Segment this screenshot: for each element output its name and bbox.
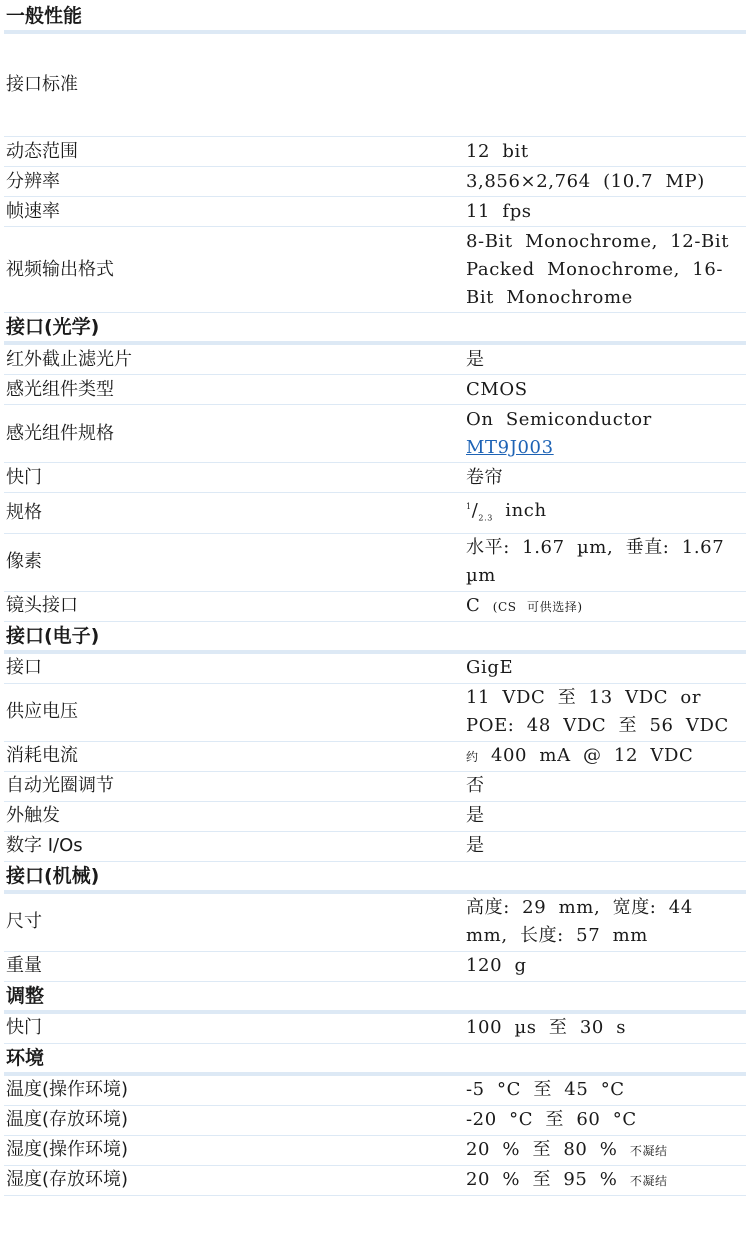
- table-row: [4, 493, 746, 534]
- table-row: [4, 533, 746, 591]
- spec-label: 规格: [4, 493, 464, 534]
- table-row: [4, 405, 746, 463]
- section-title-optical: 接口(光学): [4, 313, 746, 345]
- spec-label: 红外截止滤光片: [4, 345, 464, 375]
- spec-value-cell: [464, 591, 746, 621]
- spec-value-cell: [464, 405, 746, 463]
- spec-label: 外触发: [4, 801, 464, 831]
- spec-table-environment: [4, 1076, 746, 1196]
- spec-label: 视频输出格式: [4, 227, 464, 313]
- spec-value-cell: [464, 1135, 746, 1165]
- spec-value-cell: [464, 493, 746, 534]
- spec-table-electrical: [4, 654, 746, 862]
- table-row: [4, 591, 746, 621]
- spec-value: 20 % 至 80 %: [466, 1138, 618, 1160]
- table-row: [4, 227, 746, 313]
- spec-label: 动态范围: [4, 137, 464, 167]
- spec-value: CMOS: [464, 375, 746, 405]
- spec-value: 高度: 29 mm, 宽度: 44 mm, 长度: 57 mm: [464, 894, 746, 952]
- spec-label: 感光组件类型: [4, 375, 464, 405]
- section-title-mechanical: 接口(机械): [4, 862, 746, 894]
- table-row: [4, 1076, 746, 1106]
- table-row: [4, 831, 746, 861]
- spec-value: -20 °C 至 60 °C: [464, 1105, 746, 1135]
- spec-value-cell: [464, 741, 746, 771]
- spec-value: 120 g: [464, 951, 746, 981]
- spec-value: 20 % 至 95 %: [466, 1168, 618, 1190]
- spec-label: 接口标准: [4, 34, 464, 137]
- section-title-electrical: 接口(电子): [4, 622, 746, 654]
- spec-value: 12 bit: [464, 137, 746, 167]
- section-title-general: 一般性能: [4, 2, 746, 34]
- spec-value: 100 µs 至 30 s: [464, 1014, 746, 1044]
- spec-label: 温度(操作环境): [4, 1076, 464, 1106]
- spec-label: 湿度(操作环境): [4, 1135, 464, 1165]
- spec-sheet: [0, 2, 750, 1196]
- fraction: $^1/_{2.3}$: [466, 500, 493, 523]
- spec-label: 帧速率: [4, 197, 464, 227]
- spec-label: 自动光圈调节: [4, 771, 464, 801]
- spec-label: 分辨率: [4, 167, 464, 197]
- spec-note: (CS 可供选择): [492, 599, 583, 614]
- spec-value: 否: [464, 771, 746, 801]
- spec-value-cell: [464, 1165, 746, 1195]
- spec-note: 不凝结: [629, 1173, 668, 1188]
- spec-value: 是: [464, 831, 746, 861]
- spec-value: 8-Bit Monochrome, 12-Bit Packed Monochrome, 16-Bit Monochrome: [464, 227, 746, 313]
- table-row: [4, 801, 746, 831]
- table-row: [4, 1135, 746, 1165]
- spec-value: 11 VDC 至 13 VDC or POE: 48 VDC 至 56 VDC: [464, 683, 746, 741]
- spec-value: 400 mA @ 12 VDC: [490, 744, 694, 766]
- table-row: [4, 1105, 746, 1135]
- table-row: [4, 137, 746, 167]
- table-row: [4, 1014, 746, 1044]
- section-title-adjustment: 调整: [4, 982, 746, 1014]
- spec-label: 湿度(存放环境): [4, 1165, 464, 1195]
- spec-value: 水平: 1.67 µm, 垂直: 1.67 µm: [464, 533, 746, 591]
- fraction-denominator: 2.3: [478, 513, 493, 523]
- table-row: [4, 894, 746, 952]
- spec-value: [464, 34, 746, 137]
- spec-label: 重量: [4, 951, 464, 981]
- spec-label: 数字 I/Os: [4, 831, 464, 861]
- table-row: [4, 771, 746, 801]
- table-row: [4, 683, 746, 741]
- spec-label: 快门: [4, 1014, 464, 1044]
- table-row: [4, 741, 746, 771]
- spec-label: 消耗电流: [4, 741, 464, 771]
- spec-label: 感光组件规格: [4, 405, 464, 463]
- spec-label: 接口: [4, 654, 464, 684]
- fraction-numerator: 1: [466, 502, 472, 511]
- spec-label: 温度(存放环境): [4, 1105, 464, 1135]
- spec-value: GigE: [464, 654, 746, 684]
- table-row: [4, 197, 746, 227]
- table-row: [4, 463, 746, 493]
- table-row: [4, 167, 746, 197]
- spec-value: -5 °C 至 45 °C: [464, 1076, 746, 1106]
- spec-value: 11 fps: [464, 197, 746, 227]
- table-row: [4, 345, 746, 375]
- spec-value: 3,856×2,764 (10.7 MP): [464, 167, 746, 197]
- spec-value: On Semiconductor: [466, 408, 652, 430]
- spec-label: 镜头接口: [4, 591, 464, 621]
- spec-prefix: 约: [466, 749, 479, 764]
- spec-value: 是: [464, 345, 746, 375]
- table-row: [4, 34, 746, 137]
- spec-label: 供应电压: [4, 683, 464, 741]
- spec-note: 不凝结: [629, 1143, 668, 1158]
- spec-table-general: [4, 34, 746, 313]
- spec-table-optical: [4, 345, 746, 622]
- spec-label: 像素: [4, 533, 464, 591]
- table-row: [4, 951, 746, 981]
- table-row: [4, 654, 746, 684]
- table-row: [4, 1165, 746, 1195]
- spec-value: C: [466, 594, 481, 616]
- part-number-link[interactable]: MT9J003: [466, 436, 554, 458]
- spec-label: 尺寸: [4, 894, 464, 952]
- spec-value: inch: [505, 500, 547, 521]
- spec-value: 卷帘: [464, 463, 746, 493]
- spec-value: 是: [464, 801, 746, 831]
- section-title-environment: 环境: [4, 1044, 746, 1076]
- spec-table-adjustment: [4, 1014, 746, 1044]
- spec-table-mechanical: [4, 894, 746, 982]
- spec-label: 快门: [4, 463, 464, 493]
- table-row: [4, 375, 746, 405]
